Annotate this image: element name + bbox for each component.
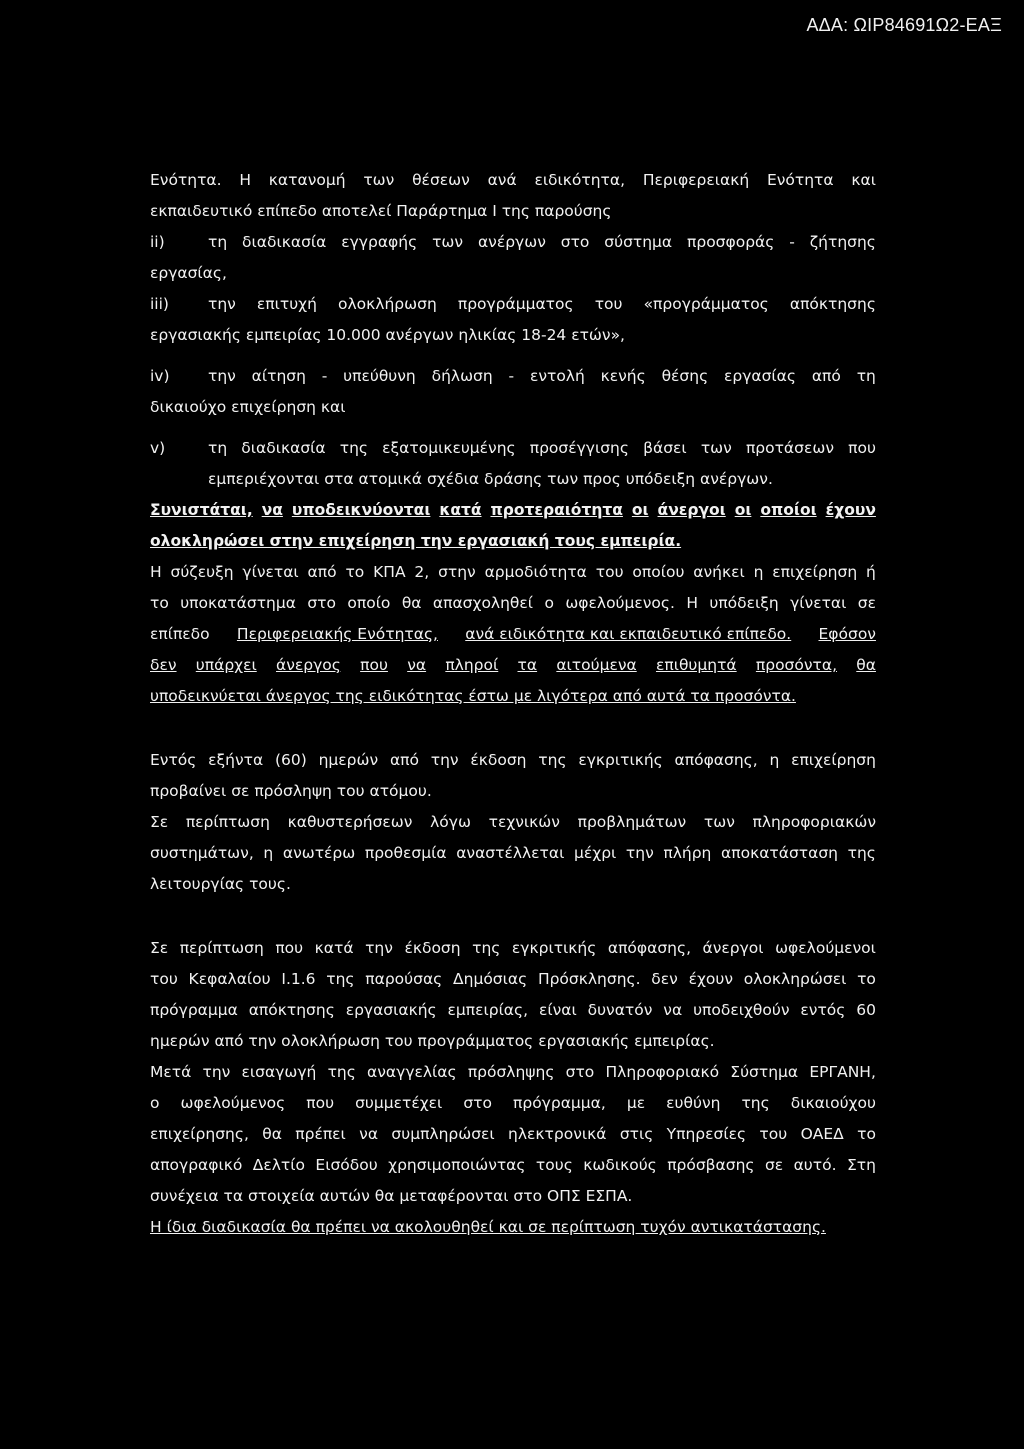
word: ΚΠΑ [373, 563, 406, 581]
word: θα [262, 1125, 282, 1143]
word: επιχείρηση [772, 563, 858, 581]
word: Στη [846, 1156, 876, 1174]
word: βάσει [643, 439, 687, 457]
list-text [208, 361, 876, 392]
word: εντός [800, 1001, 846, 1019]
word: το [150, 594, 169, 612]
word: επιθυμητά [655, 656, 737, 674]
word: ή [866, 563, 876, 581]
list-text [208, 289, 876, 320]
word: εντολή [529, 367, 585, 385]
word: Σύστημα [730, 1063, 799, 1081]
word: της [538, 751, 567, 769]
word: πρόσβασης [667, 1156, 755, 1174]
word: τη [208, 439, 228, 457]
word: δήλωση [431, 367, 493, 385]
word: περίπτωση [185, 813, 270, 831]
word: οι [631, 501, 649, 519]
word: σύστημα [604, 233, 673, 251]
delays-line3: λειτουργίας τους. [150, 875, 291, 893]
word: Ενότητα. [150, 171, 222, 189]
word: υπάρχει [195, 656, 257, 674]
word: αναστέλλεται [456, 844, 565, 862]
word: που [360, 656, 388, 674]
word: που [306, 1094, 335, 1112]
word: άνεργοι [702, 939, 764, 957]
list-item-iii-cont: εργασιακής εμπειρίας 10.000 ανέργων ηλικίας 18-24 ετών», [150, 326, 625, 344]
word: Η [239, 171, 252, 189]
word: Η [686, 594, 698, 612]
word: σύζευξη [170, 563, 234, 581]
word: η [263, 844, 274, 862]
word: να [663, 1001, 683, 1019]
word: εργασιακής [345, 1001, 437, 1019]
word: του [150, 970, 178, 988]
word: έκδοση [470, 751, 527, 769]
word: την [365, 939, 393, 957]
word: απασχοληθεί [432, 594, 534, 612]
word: από [389, 751, 419, 769]
word: (60) [275, 751, 307, 769]
recommendation-line1 [150, 495, 876, 526]
list-item-iv-cont: δικαιούχο επιχείρηση και [150, 398, 346, 416]
ergani-line5: συνέχεια τα στοιχεία αυτών θα μεταφέρονται στο ΟΠΣ ΕΣΠΑ. [150, 1187, 633, 1205]
word: διαδικασία [241, 439, 326, 457]
word: το [345, 563, 365, 581]
word: Η [150, 563, 162, 581]
word: από [811, 367, 841, 385]
word: ανήκει [693, 563, 745, 581]
word: εξήντα [208, 751, 264, 769]
word: κενής [600, 367, 646, 385]
word: υπόδειξη [709, 594, 779, 612]
word: την [430, 751, 459, 769]
list-text [208, 227, 876, 258]
word: στο [463, 1094, 492, 1112]
word: - [508, 367, 515, 385]
word: επιχείρηση [791, 751, 876, 769]
word: της [472, 939, 501, 957]
word: αιτούμενα [556, 656, 637, 674]
word: εξατομικευμένης [382, 439, 516, 457]
word: το [857, 970, 876, 988]
word: πρέπει [295, 1125, 346, 1143]
word: η [769, 751, 780, 769]
word: η [753, 563, 764, 581]
word: εργασίας [724, 367, 796, 385]
word: μέχρι [574, 844, 617, 862]
word: ανά [487, 171, 517, 189]
word: ολοκληρώσει [743, 970, 847, 988]
word: σε [764, 1156, 784, 1174]
word: αίτηση [251, 367, 306, 385]
word: 60 [856, 1001, 876, 1019]
deadline-line1 [150, 745, 876, 776]
word: ωφελούμενος. [565, 594, 675, 612]
list-item-v-cont: εμπεριέχονται στα ατομικά σχέδια δράσης των προς υπόδειξη ανέργων. [208, 470, 773, 488]
word: Περιφερειακή [642, 171, 750, 189]
para1-line1 [150, 165, 876, 196]
word: ζήτησης [809, 233, 876, 251]
word: ημερών [318, 751, 379, 769]
word: εισαγωγή [241, 1063, 317, 1081]
matching-line1 [150, 557, 876, 588]
case-line1 [150, 933, 876, 964]
matching-provided-text: Εφόσον [818, 625, 876, 643]
word: αυτό. [793, 1156, 837, 1174]
word: την [208, 367, 236, 385]
word: άνεργος [276, 656, 341, 674]
word: 2, [414, 563, 430, 581]
case-line4: ημερών από την ολοκλήρωση του προγράμματος εργασιακής εμπειρίας. [150, 1032, 715, 1050]
delays-line1 [150, 807, 876, 838]
word: κατανομή [268, 171, 346, 189]
matching-line2 [150, 588, 876, 619]
word: προβλημάτων [577, 813, 687, 831]
matching-line4 [150, 650, 876, 681]
word: της [741, 1094, 770, 1112]
word: πληροί [445, 656, 499, 674]
word: που [275, 939, 304, 957]
word: των [432, 233, 464, 251]
list-number: v) [150, 439, 166, 457]
word: απογραφικό [150, 1156, 243, 1174]
word: έχουν [688, 970, 734, 988]
word: παρούσας [365, 970, 443, 988]
word: στο [565, 1063, 595, 1081]
matching-region-text: Περιφερειακής Ενότητας, [236, 625, 438, 643]
word: οποίο [347, 594, 391, 612]
matching-level-text: επίπεδο [150, 625, 210, 643]
ergani-line3 [150, 1119, 876, 1150]
word: «προγράμματος [643, 295, 769, 313]
word: απόκτησης [789, 295, 876, 313]
word: ο [150, 1094, 160, 1112]
word: στις [619, 1125, 654, 1143]
word: την [625, 844, 654, 862]
word: καθυστερήσεων [287, 813, 413, 831]
word: συμπληρώσει [391, 1125, 495, 1143]
deadline-line2: προβαίνει σε πρόσληψη του ατόμου. [150, 782, 432, 800]
word: υποδειχθούν [693, 1001, 790, 1019]
list-item-ii [150, 227, 876, 258]
word: υπεύθυνη [343, 367, 416, 385]
word: τη [208, 233, 228, 251]
word: προσόντα, [755, 656, 838, 674]
delays-line2 [150, 838, 876, 869]
word: λόγω [430, 813, 471, 831]
word: τα [517, 656, 538, 674]
word: στην [438, 563, 476, 581]
word: θα [856, 656, 876, 674]
list-item-ii-cont: εργασίας, [150, 264, 227, 282]
word: την [208, 295, 236, 313]
word: συμμετέχει [355, 1094, 443, 1112]
word: των [700, 439, 732, 457]
word: κατά [439, 501, 482, 519]
word: στο [560, 233, 590, 251]
ergani-line4 [150, 1150, 876, 1181]
word: προσφοράς [687, 233, 775, 251]
word: αρμοδιότητα [484, 563, 587, 581]
word: των [363, 171, 395, 189]
word: δεν [651, 970, 678, 988]
word: οποίου [632, 563, 685, 581]
word: Πληροφοριακό [605, 1063, 720, 1081]
word: προσέγγισης [529, 439, 629, 457]
word: τη [856, 367, 876, 385]
word: ωφελούμενος [180, 1094, 286, 1112]
ergani-line2 [150, 1088, 876, 1119]
word: δικαιούχου [790, 1094, 876, 1112]
word: Μετά [150, 1063, 192, 1081]
word: Κεφαλαίου [188, 970, 271, 988]
word: δεν [150, 656, 177, 674]
word: ΟΑΕΔ [800, 1125, 844, 1143]
word: προτεραιότητα [490, 501, 623, 519]
word: Δελτίο [252, 1156, 305, 1174]
word: και [851, 171, 876, 189]
word: της [327, 1063, 356, 1081]
word: θέσης [661, 367, 709, 385]
word: υποκατάστημα [180, 594, 296, 612]
word: της [847, 844, 876, 862]
word: κωδικούς [583, 1156, 657, 1174]
list-number: iv) [150, 367, 170, 385]
word: Εισόδου [315, 1156, 378, 1174]
matching-specialty-text: ανά ειδικότητα και εκπαιδευτικό επίπεδο. [465, 625, 792, 643]
list-number: iii) [150, 295, 169, 313]
word: δυνατόν [587, 1001, 653, 1019]
word: το [857, 1125, 876, 1143]
word: την [202, 1063, 231, 1081]
word: τους [535, 1156, 573, 1174]
word: επιτυχή [256, 295, 317, 313]
word: Σε [150, 813, 169, 831]
word: του [595, 563, 624, 581]
matching-line5: υποδεικνύεται άνεργος της ειδικότητας έστω με λιγότερα από αυτά τα προσόντα. [150, 687, 796, 705]
word: ΕΡΓΑΝΗ, [809, 1063, 876, 1081]
list-item-iii [150, 289, 876, 320]
word: - [321, 367, 328, 385]
word: εγκριτικής [578, 751, 663, 769]
word: - [789, 233, 795, 251]
word: πλήρη [663, 844, 712, 862]
word: ηλεκτρονικά [508, 1125, 607, 1143]
word: I.1.6 [281, 970, 316, 988]
case-line3 [150, 995, 876, 1026]
word: ο [544, 594, 554, 612]
word: ανέργων [477, 233, 546, 251]
word: γίνεται [790, 594, 847, 612]
word: αναγγελίας [367, 1063, 457, 1081]
word: του [594, 295, 623, 313]
matching-line3 [150, 619, 876, 650]
list-text [208, 433, 876, 464]
word: από [307, 563, 337, 581]
word: αποκατάσταση [721, 844, 838, 862]
word: Πρόσκλησης. [537, 970, 641, 988]
word: γίνεται [242, 563, 299, 581]
word: των [703, 813, 735, 831]
word: προγράμματος [457, 295, 574, 313]
word: υποδεικνύονται [291, 501, 431, 519]
word: απόκτησης [248, 1001, 335, 1019]
word: εμπειρίας, [447, 1001, 529, 1019]
word: πληροφοριακών [752, 813, 876, 831]
word: ειδικότητα, [534, 171, 626, 189]
list-item-v [150, 433, 876, 464]
word: Εντός [150, 751, 197, 769]
word: ευθύνη [666, 1094, 721, 1112]
word: θα [401, 594, 422, 612]
word: άνεργοι [657, 501, 726, 519]
word: είναι [538, 1001, 577, 1019]
word: να [261, 501, 283, 519]
word: που [848, 439, 876, 457]
word: θέσεων [412, 171, 470, 189]
word: στο [307, 594, 336, 612]
word: ολοκλήρωση [338, 295, 437, 313]
list-item-iv [150, 361, 876, 392]
word: Ενότητα [766, 171, 834, 189]
word: της [339, 439, 369, 457]
word: έχουν [825, 501, 876, 519]
word: οι [734, 501, 752, 519]
word: με [626, 1094, 646, 1112]
word: Υπηρεσίες [666, 1125, 747, 1143]
word: εγκριτικής [511, 939, 597, 957]
case-line2 [150, 964, 876, 995]
word: πρόγραμμα, [513, 1094, 606, 1112]
word: ωφελούμενοι [775, 939, 876, 957]
word: προτάσεων [745, 439, 834, 457]
word: οποίοι [760, 501, 817, 519]
word: σε [857, 594, 876, 612]
word: έκδοση [404, 939, 461, 957]
word: να [407, 656, 427, 674]
word: περίπτωση [179, 939, 264, 957]
para1-line2: εκπαιδευτικό επίπεδο αποτελεί Παράρτημα I της παρούσης [150, 202, 612, 220]
word: απόφασης, [674, 751, 758, 769]
ergani-line1 [150, 1057, 876, 1088]
ada-code: ΑΔΑ: ΩΙΡ84691Ω2-ΕΑΞ [806, 15, 1002, 35]
word: του [759, 1125, 788, 1143]
word: τεχνικών [488, 813, 560, 831]
word: εγγραφής [341, 233, 418, 251]
word: διαδικασία [242, 233, 327, 251]
word: επιχείρησης, [150, 1125, 249, 1143]
word: Συνιστάται, [150, 501, 253, 519]
word: προθεσμία [364, 844, 447, 862]
word: κατά [314, 939, 354, 957]
word: απόφασης, [607, 939, 692, 957]
document-body [150, 165, 876, 1243]
word: πρόγραμμα [150, 1001, 238, 1019]
word: Σε [150, 939, 169, 957]
word: ανωτέρω [282, 844, 356, 862]
word: της [326, 970, 355, 988]
word: χρησιμοποιώντας [388, 1156, 526, 1174]
word: συστημάτων, [150, 844, 254, 862]
word: να [359, 1125, 379, 1143]
list-number: ii) [150, 233, 165, 251]
word: πρόσληψης [467, 1063, 555, 1081]
recommendation-line2: ολοκληρώσει στην επιχείρηση την εργασιακή τους εμπειρία. [150, 532, 682, 550]
ergani-line6: Η ίδια διαδικασία θα πρέπει να ακολουθηθεί και σε περίπτωση τυχόν αντικατάστασης. [150, 1218, 826, 1236]
word: Δημόσιας [453, 970, 528, 988]
